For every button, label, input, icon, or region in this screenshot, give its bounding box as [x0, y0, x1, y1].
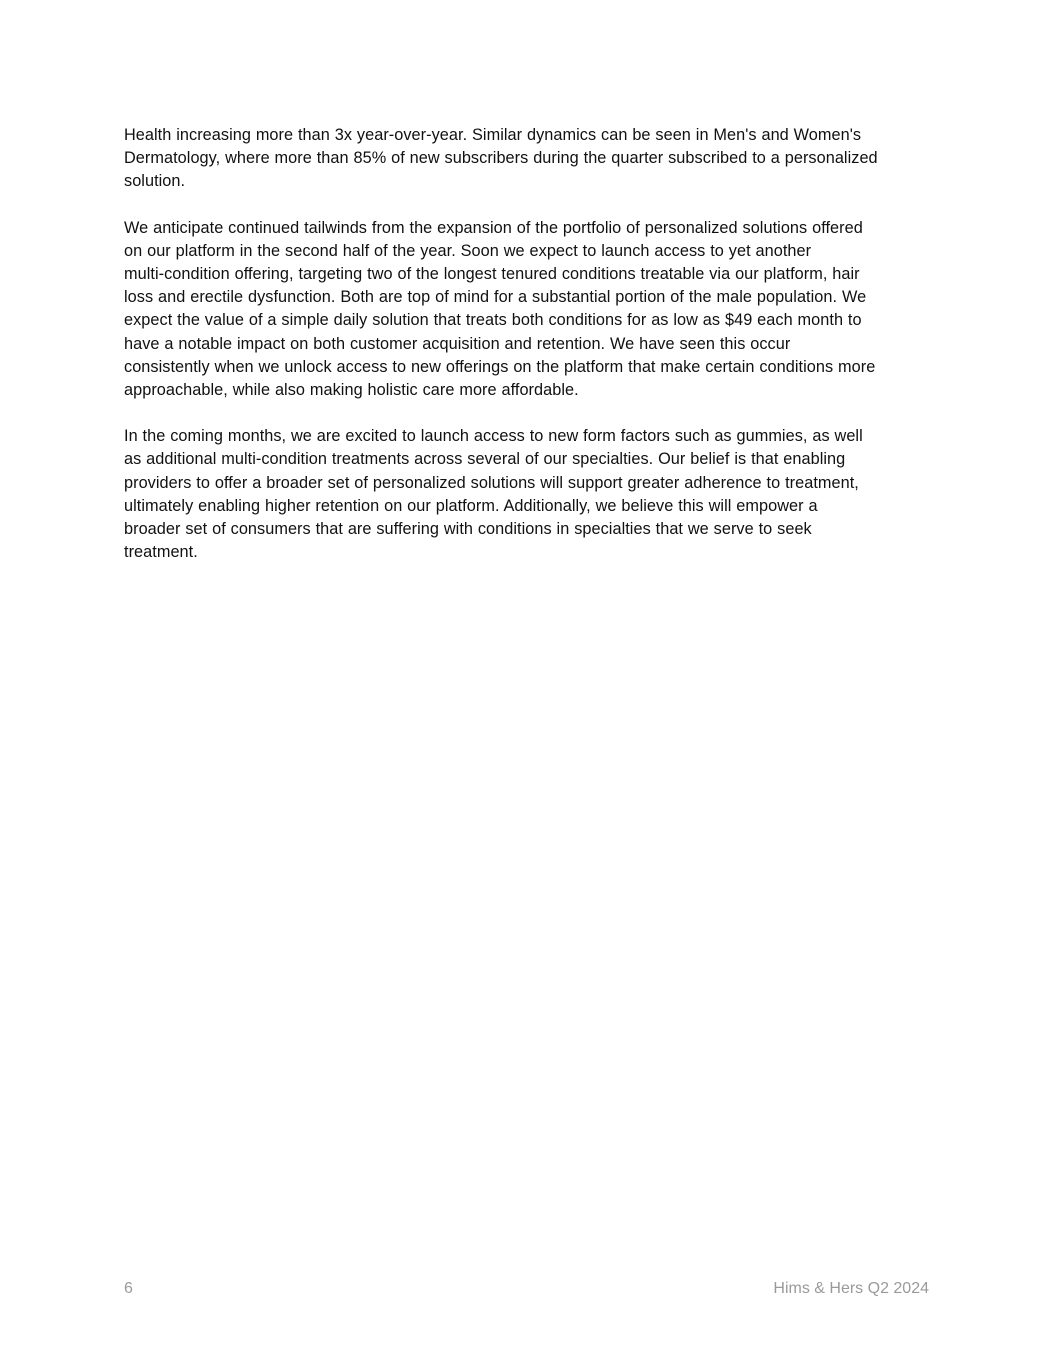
- text-line: broader set of consumers that are suffering with conditions in specialties that we serve to seek: [124, 520, 812, 539]
- text-line: In the coming months, we are excited to launch access to new form factors such as gummies, as well: [124, 427, 863, 446]
- text-line: loss and erectile dysfunction. Both are top of mind for a substantial portion of the male population. We: [124, 288, 867, 307]
- text-line: We anticipate continued tailwinds from the expansion of the portfolio of personalized solutions offered: [124, 218, 863, 237]
- text-line: on our platform in the second half of the year. Soon we expect to launch access to yet another: [124, 241, 812, 260]
- page-footer: [124, 1280, 929, 1304]
- text-line: have a notable impact on both customer acquisition and retention. We have seen this occur: [124, 334, 791, 353]
- text-line: ultimately enabling higher retention on our platform. Additionally, we believe this will empower a: [124, 496, 818, 515]
- text-line: consistently when we unlock access to new offerings on the platform that make certain conditions more: [124, 357, 876, 376]
- paragraph-portfolio-expansion: [124, 217, 934, 403]
- text-line: expect the value of a simple daily solution that treats both conditions for as low as $49 each month to: [124, 311, 862, 330]
- page-number: 6: [124, 1280, 133, 1297]
- paragraph-new-form-factors: [124, 425, 934, 564]
- text-line: solution.: [124, 172, 186, 191]
- text-line: Dermatology, where more than 85% of new subscribers during the quarter subscribed to a personalized: [124, 149, 878, 168]
- text-line: as additional multi-condition treatments across several of our specialties. Our belief is that enabling: [124, 450, 846, 469]
- paragraph-personalized-subscribers: [124, 124, 934, 194]
- text-line: multi-condition offering, targeting two of the longest tenured conditions treatable via our platform, hair: [124, 265, 860, 284]
- text-line: Health increasing more than 3x year-over-year. Similar dynamics can be seen in Men's and Women's: [124, 126, 862, 144]
- text-line: providers to offer a broader set of personalized solutions will support greater adherence to treatment,: [124, 473, 859, 492]
- text-line: approachable, while also making holistic care more affordable.: [124, 381, 579, 400]
- page-body: [124, 124, 934, 587]
- text-line: treatment.: [124, 543, 198, 562]
- report-name: Hims & Hers Q2 2024: [773, 1280, 929, 1297]
